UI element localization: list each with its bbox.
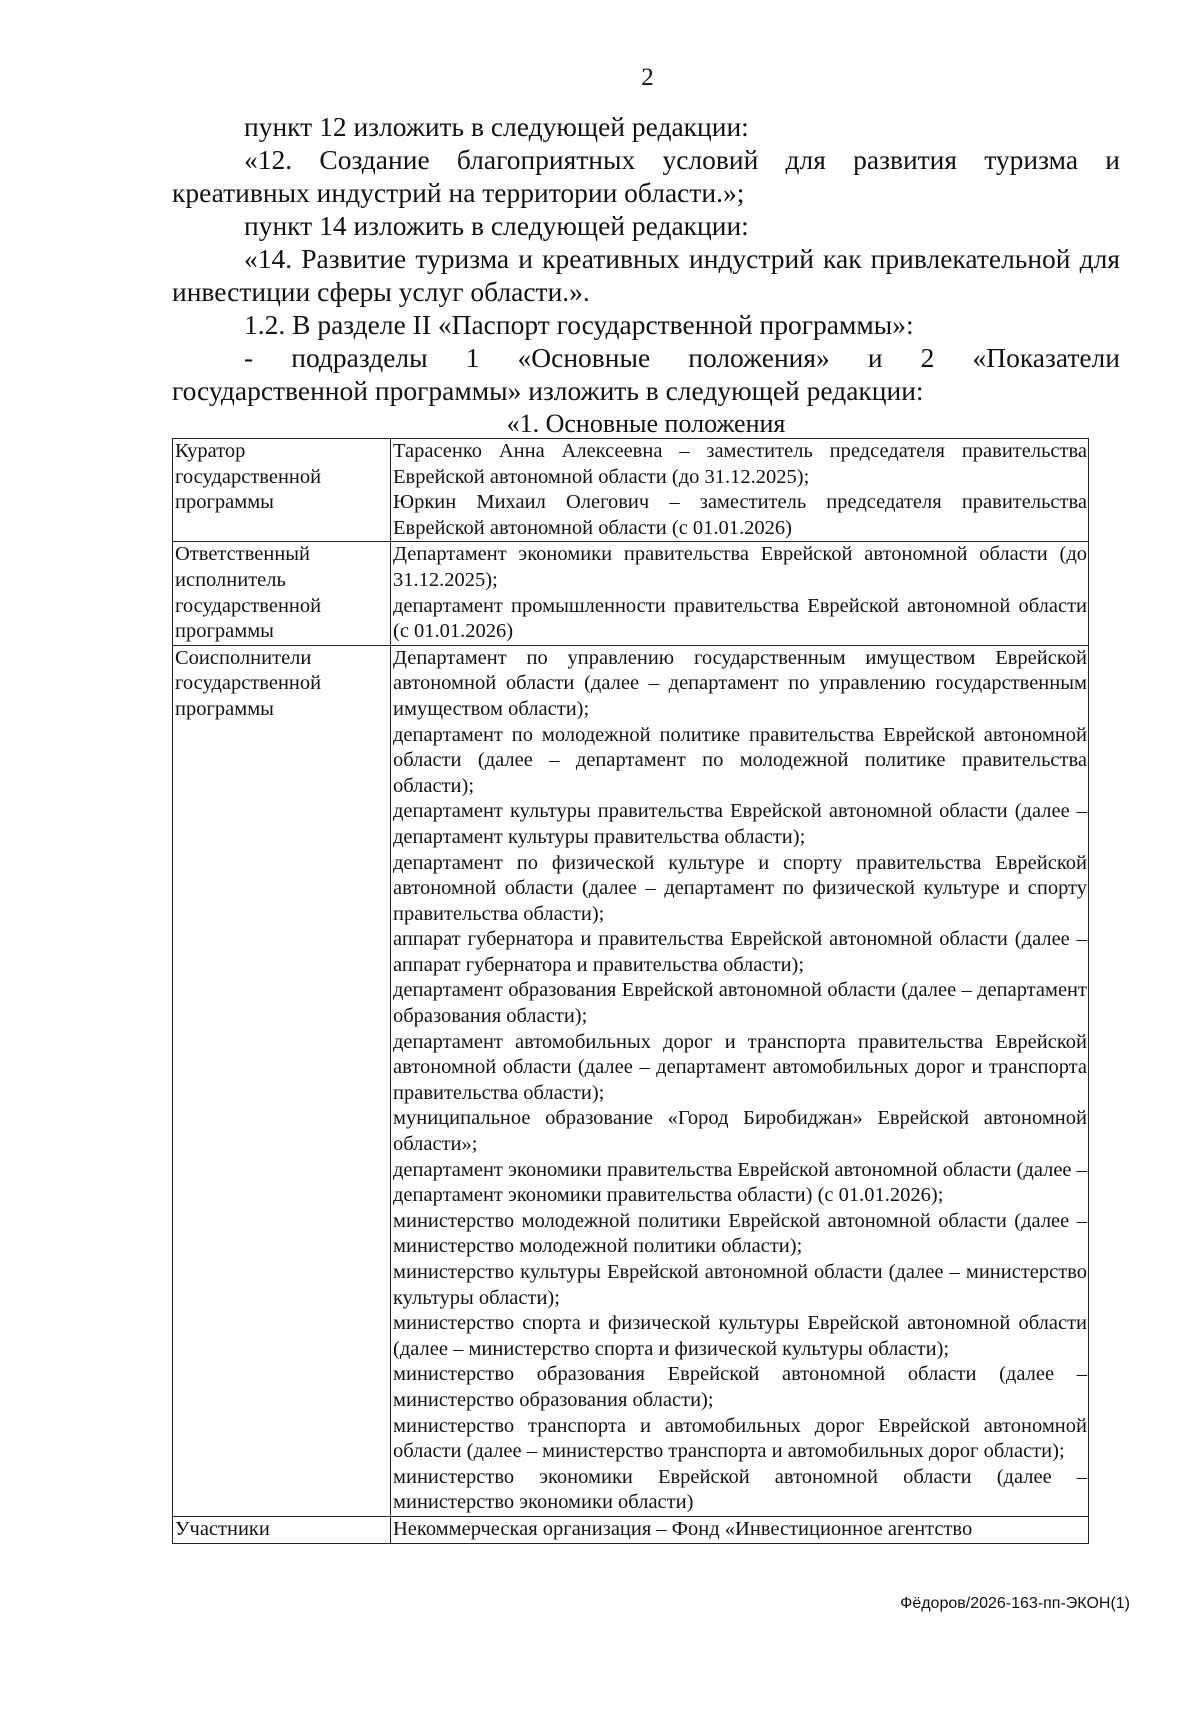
table-value-line: Юркин Михаил Олегович – заместитель председателя правительства Еврейской автономной области (с 01.01.2026) — [393, 491, 1087, 539]
table-row-co-executors — [173, 645, 1089, 1516]
table-value-participants — [391, 1516, 1089, 1543]
paragraph-item-14-text: «14. Развитие туризма и креативных индустрий как привлекательной для инвестиции сферы услуг области.». — [172, 243, 1120, 307]
table-value-line: департамент промышленности правительства Еврейской автономной области (с 01.01.2026) — [393, 594, 1087, 643]
subsections-first-line — [244, 341, 1120, 374]
subsections-word: положения» — [688, 342, 830, 373]
paragraph-item-12-intro: пункт 12 изложить в следующей редакции: — [244, 111, 749, 142]
table-value-line: департамент культуры правительства Еврейской автономной области (далее – департамент культуры правительства области); — [393, 800, 1087, 848]
table-value-line: департамент по молодежной политике правительства Еврейской автономной области (далее – департамент по молодежной политике правительства области); — [393, 723, 1087, 797]
table-label-executor: Ответственный исполнитель государственной программы — [173, 542, 391, 645]
subsections-dash: - — [244, 342, 254, 373]
table-label-co-executors: Соисполнители государственной программы — [173, 645, 391, 1516]
table-value-curator — [391, 439, 1089, 542]
table-value-line: министерство транспорта и автомобильных дорог Еврейской автономной области (далее – министерство транспорта и автомобильных дорог области); — [393, 1414, 1087, 1463]
subsections-word: подразделы — [291, 342, 428, 373]
document-code: Фёдоров/2026-163-пп-ЭКОН(1) — [900, 1595, 1130, 1612]
table-value-line: департамент автомобильных дорог и транспорта правительства Еврейской автономной области (далее – департамент автомобильных дорог и транспорта правительства области); — [393, 1030, 1087, 1104]
table-value-line: департамент образования Еврейской автономной области (далее – департамент образования области); — [393, 979, 1087, 1028]
table-value-line: министерство молодежной политики Еврейской автономной области (далее – министерство молодежной политики области); — [393, 1209, 1087, 1258]
subsections-word: «Показатели — [972, 342, 1120, 373]
subsections-word: «Основные — [517, 342, 651, 373]
table-value-co-executors — [391, 645, 1089, 1516]
paragraph-section-1-2: 1.2. В разделе II «Паспорт государственной программы»: — [244, 309, 914, 340]
paragraph-item-12-text: «12. Создание благоприятных условий для развития туризма и креативных индустрий на территории области.»; — [172, 144, 1120, 208]
table-value-line: аппарат губернатора и правительства Еврейской автономной области (далее – аппарат губернатора и правительства области); — [393, 928, 1087, 976]
table-value-line: Департамент экономики правительства Еврейской автономной области (до 31.12.2025); — [393, 543, 1087, 591]
subsections-word: 2 — [920, 342, 935, 373]
paragraph-item-14-intro: пункт 14 изложить в следующей редакции: — [244, 210, 749, 241]
table-row-participants — [173, 1516, 1089, 1543]
table-value-line: министерство образования Еврейской автономной области (далее – министерство образования области); — [393, 1363, 1087, 1411]
table-value-line: Тарасенко Анна Алексеевна – заместитель председателя правительства Еврейской автономной области (до 31.12.2025); — [393, 440, 1087, 488]
table-label-participants: Участники — [173, 1516, 391, 1543]
subsections-word: и — [867, 342, 883, 373]
table-value-executor — [391, 542, 1089, 645]
table-caption: «1. Основные положения — [506, 409, 786, 438]
table-value-line: муниципальное образование «Город Биробиджан» Еврейской автономной области»; — [393, 1107, 1087, 1156]
passport-table — [172, 438, 1089, 1544]
subsections-word: 1 — [465, 342, 480, 373]
paragraph-subsections-tail: государственной программы» изложить в следующей редакции: — [172, 375, 924, 406]
table-value-line: министерство спорта и физической культуры Еврейской автономной области (далее – министерство спорта и физической культуры области); — [393, 1312, 1087, 1360]
table-value-line: департамент по физической культуре и спорту правительства Еврейской автономной области (далее – департамент по физической культуре и спорту правительства области); — [393, 851, 1087, 925]
table-value-line: Департамент по управлению государственным имуществом Еврейской автономной области (далее – департамент по управлению государственным имуществом области); — [393, 646, 1087, 720]
table-label-curator: Куратор государственной программы — [173, 439, 391, 542]
table-value-line: Некоммерческая организация – Фонд «Инвестиционное агентство — [393, 1517, 973, 1540]
page-number: 2 — [641, 64, 654, 91]
table-value-line: министерство экономики Еврейской автономной области (далее – министерство экономики области) — [393, 1465, 1087, 1514]
table-value-line: министерство культуры Еврейской автономной области (далее – министерство культуры области); — [393, 1261, 1087, 1309]
table-row-curator — [173, 439, 1089, 542]
paragraph-subsections — [172, 341, 1120, 374]
table-value-line: департамент экономики правительства Еврейской автономной области (далее – департамент экономики правительства области) (с 01.01.2026); — [393, 1158, 1087, 1207]
table-row-executor — [173, 542, 1089, 645]
